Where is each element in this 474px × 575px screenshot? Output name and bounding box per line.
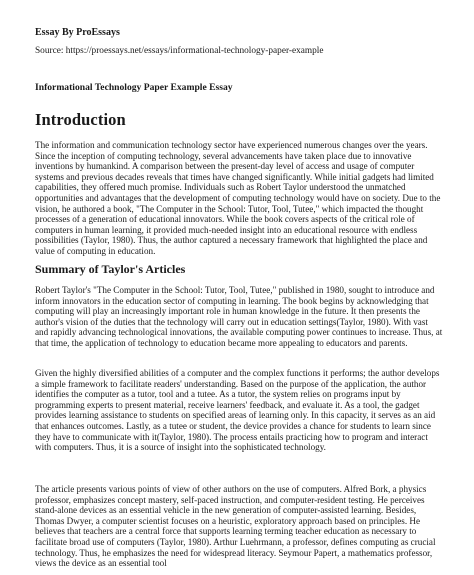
- summary-paragraph-3: The article presents various points of view of other authors on the use of computers. Alfred Bork, a physics professor, emphasizes concept mastery, self-paced instruction, and computer-resident testing. He perceives stand-alone devices as an essential vehicle in the new generation of computer-assisted learning. Besides, Thomas Dwyer, a computer scientist focuses on a heuristic, exploratory approach based on principles. He believes that teachers are a central force that supports learning terming teacher education as necessary to facilitate broad use of computers (Taylor, 1980). Arthur Luehrmann, a professor, defines computing as crucial technology. Thus, he emphasizes the need for widespread literacy. Seymour Papert, a mathematics professor, views the device as an essential tool: [35, 484, 436, 569]
- summary-heading: Summary of Taylor's Articles: [35, 262, 186, 276]
- introduction-heading: Introduction: [35, 110, 126, 129]
- document-header-title: Essay By ProEssays: [35, 27, 120, 38]
- introduction-paragraph: The information and communication technology sector have experienced numerous changes over the years. Since the inception of computing technology, several advancements have taken place due to innovative inventions by humankind. A comparison between the present-day level of access and usage of computer systems and previous decades reveals that times have changed significantly. While initial gadgets had limited capabilities, they offered much promise. Individuals such as Robert Taylor understood the unmatched opportunities and advantages that the development of computing technology would have on society. Due to the vision, he authored a book, "The Computer in the School: Tutor, Tool, Tutee," which impacted the thought processes of a generation of educational innovators. While the book covers aspects of the critical role of computers in human learning, it provided much-needed insight into an educational resource with endless possibilities (Taylor, 1980). Thus, the author captured a necessary framework that highlighted the place and value of computing in education.: [35, 140, 441, 256]
- summary-paragraph-1: Robert Taylor's "The Computer in the School: Tutor, Tool, Tutee," published in 1980, sought to introduce and inform innovators in the education sector of computing in learning. The book begins by acknowledging that computing will play an increasingly important role in human knowledge in the future. It then presents the author's vision of the duties that the technology will carry out in education settings(Taylor, 1980). With vast and rapidly advancing technological innovations, the available computing power continues to increase. Thus, at that time, the application of technology to education became more appealing to educators and parents.: [35, 285, 443, 348]
- summary-paragraph-2: Given the highly diversified abilities of a computer and the complex functions it performs; the author develops a simple framework to facilitate readers' understanding. Based on the purpose of the application, the author identifies the computer as a tutor, tool and a tutee. As a tutor, the system relies on programs input by programming experts to present material, receive learners' feedback, and evaluate it. As a tool, the gadget provides learning assistance to students on specified areas of learning only. In this capacity, it serves as an aid that enhances outcomes. Lastly, as a tutee or student, the device provides a chance for students to learn since they have to communicate with it(Taylor, 1980). The process entails practicing how to program and interact with computers. Thus, it is a source of insight into the sophisticated technology.: [35, 368, 440, 453]
- essay-title: Informational Technology Paper Example Essay: [35, 82, 233, 93]
- document-source-line: Source: https://proessays.net/essays/informational-technology-paper-example: [35, 46, 324, 56]
